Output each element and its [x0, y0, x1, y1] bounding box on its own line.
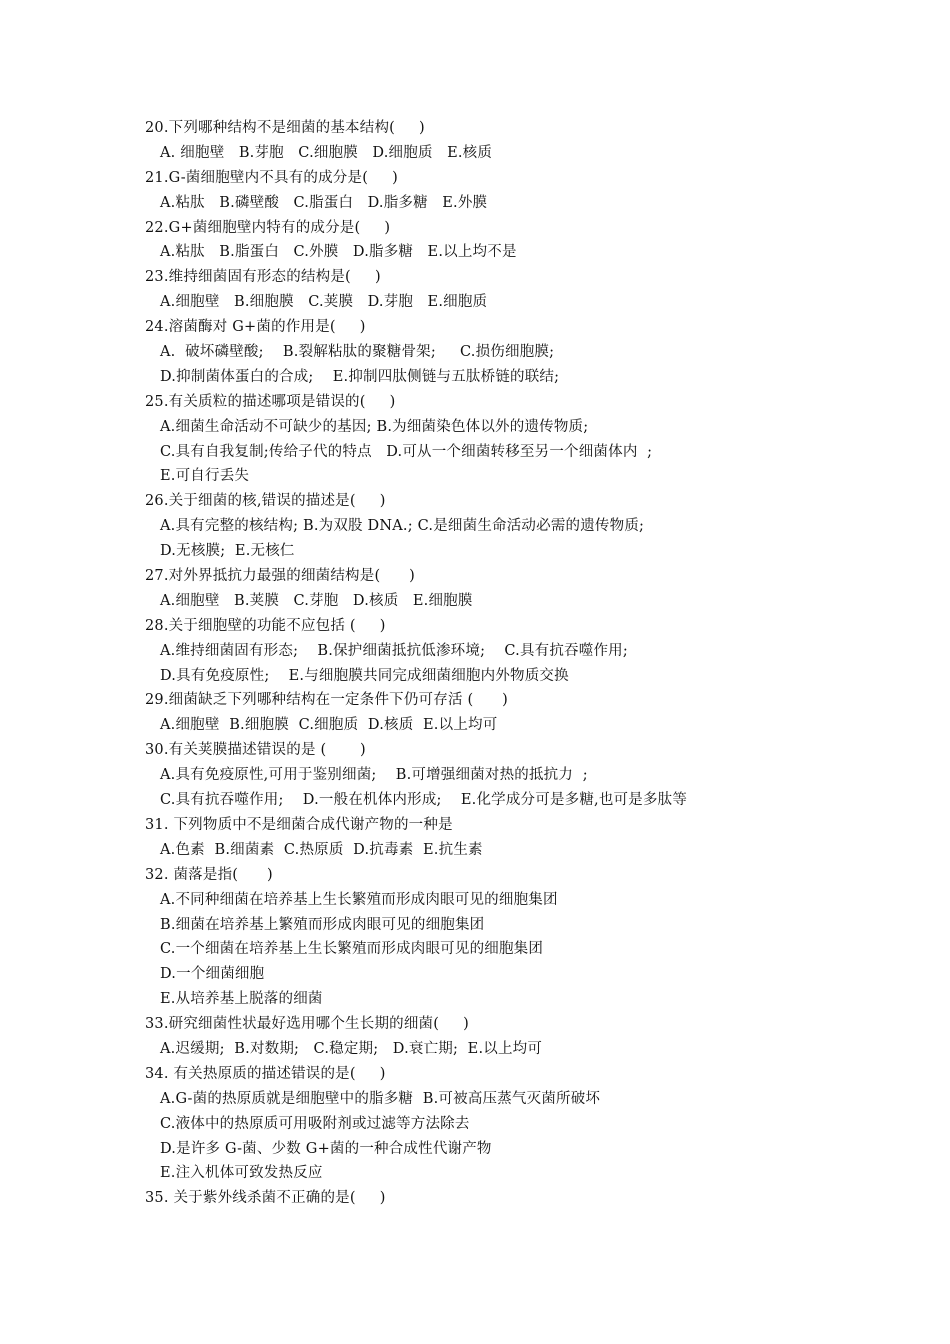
- answer-options: D.无核膜; E.无核仁: [160, 543, 295, 560]
- question-stem: 21.G-菌细胞壁内不具有的成分是( ): [145, 169, 398, 186]
- answer-options: A.G-菌的热原质就是细胞壁中的脂多糖 B.可被高压蒸气灭菌所破坏: [160, 1090, 601, 1107]
- answer-options: D.是许多 G-菌、少数 G+菌的一种合成性代谢产物: [160, 1140, 492, 1157]
- answer-options: E.可自行丢失: [160, 468, 250, 485]
- answer-options: A.细胞壁 B.细胞膜 C.细胞质 D.核质 E.以上均可: [160, 717, 498, 734]
- question-stem: 26.关于细菌的核,错误的描述是( ): [145, 493, 386, 510]
- question-stem: 34. 有关热原质的描述错误的是( ): [145, 1065, 386, 1082]
- answer-options: A.细胞壁 B.荚膜 C.芽胞 D.核质 E.细胞膜: [160, 592, 473, 609]
- answer-options: A.细菌生命活动不可缺少的基因; B.为细菌染色体以外的遗传物质;: [160, 418, 589, 435]
- answer-options: A.维持细菌固有形态; B.保护细菌抵抗低渗环境; C.具有抗吞噬作用;: [160, 642, 628, 659]
- question-stem: 27.对外界抵抗力最强的细菌结构是( ): [145, 568, 416, 585]
- answer-options: E.注入机体可致发热反应: [160, 1165, 323, 1182]
- answer-options: A. 破坏磷壁酸; B.裂解粘肽的聚糖骨架; C.损伤细胞膜;: [160, 344, 555, 361]
- question-stem: 35. 关于紫外线杀菌不正确的是( ): [145, 1190, 386, 1207]
- question-stem: 28.关于细胞壁的功能不应包括 ( ): [145, 617, 386, 634]
- question-stem: 20.下列哪种结构不是细菌的基本结构( ): [145, 120, 425, 136]
- answer-options: A.粘肽 B.脂蛋白 C.外膜 D.脂多糖 E.以上均不是: [160, 244, 517, 261]
- question-stem: 31. 下列物质中不是细菌合成代谢产物的一种是: [145, 816, 453, 833]
- question-stem: 32. 菌落是指( ): [145, 866, 273, 883]
- question-list: [145, 116, 905, 1211]
- question-stem: 23.维持细菌固有形态的结构是( ): [145, 269, 381, 286]
- question-stem: 29.细菌缺乏下列哪种结构在一定条件下仍可存活 ( ): [145, 692, 509, 709]
- answer-options: A.色素 B.细菌素 C.热原质 D.抗毒素 E.抗生素: [160, 841, 483, 858]
- answer-options: A.细胞壁 B.细胞膜 C.荚膜 D.芽胞 E.细胞质: [160, 294, 488, 311]
- answer-options: D.一个细菌细胞: [160, 966, 265, 983]
- answer-options: C.液体中的热原质可用吸附剂或过滤等方法除去: [160, 1115, 470, 1132]
- answer-options: C.一个细菌在培养基上生长繁殖而形成肉眼可见的细胞集团: [160, 941, 544, 958]
- answer-options: A.不同种细菌在培养基上生长繁殖而形成肉眼可见的细胞集团: [160, 891, 558, 908]
- answer-options: A.迟缓期; B.对数期; C.稳定期; D.衰亡期; E.以上均可: [160, 1040, 543, 1057]
- answer-options: D.抑制菌体蛋白的合成; E.抑制四肽侧链与五肽桥链的联结;: [160, 368, 560, 385]
- question-stem: 24.溶菌酶对 G+菌的作用是( ): [145, 319, 366, 336]
- answer-options: C.具有自我复制;传给子代的特点 D.可从一个细菌转移至另一个细菌体内 ;: [160, 443, 653, 460]
- question-stem: 25.有关质粒的描述哪项是错误的( ): [145, 393, 396, 410]
- answer-options: A.粘肽 B.磷壁酸 C.脂蛋白 D.脂多糖 E.外膜: [160, 194, 488, 211]
- question-stem: 30.有关荚膜描述错误的是 ( ): [145, 742, 366, 759]
- answer-options: A. 细胞壁 B.芽胞 C.细胞膜 D.细胞质 E.核质: [160, 144, 493, 161]
- answer-options: A.具有完整的核结构; B.为双股 DNA.; C.是细菌生命活动必需的遗传物质;: [160, 518, 645, 535]
- answer-options: A.具有免疫原性,可用于鉴别细菌; B.可增强细菌对热的抵抗力 ;: [160, 767, 588, 784]
- question-stem: 22.G+菌细胞壁内特有的成分是( ): [145, 219, 391, 236]
- question-stem: 33.研究细菌性状最好选用哪个生长期的细菌( ): [145, 1016, 470, 1033]
- answer-options: C.具有抗吞噬作用; D.一般在机体内形成; E.化学成分可是多糖,也可是多肽等: [160, 792, 688, 809]
- answer-options: B.细菌在培养基上繁殖而形成肉眼可见的细胞集团: [160, 916, 485, 933]
- answer-options: D.具有免疫原性; E.与细胞膜共同完成细菌细胞内外物质交换: [160, 667, 569, 684]
- answer-options: E.从培养基上脱落的细菌: [160, 991, 323, 1008]
